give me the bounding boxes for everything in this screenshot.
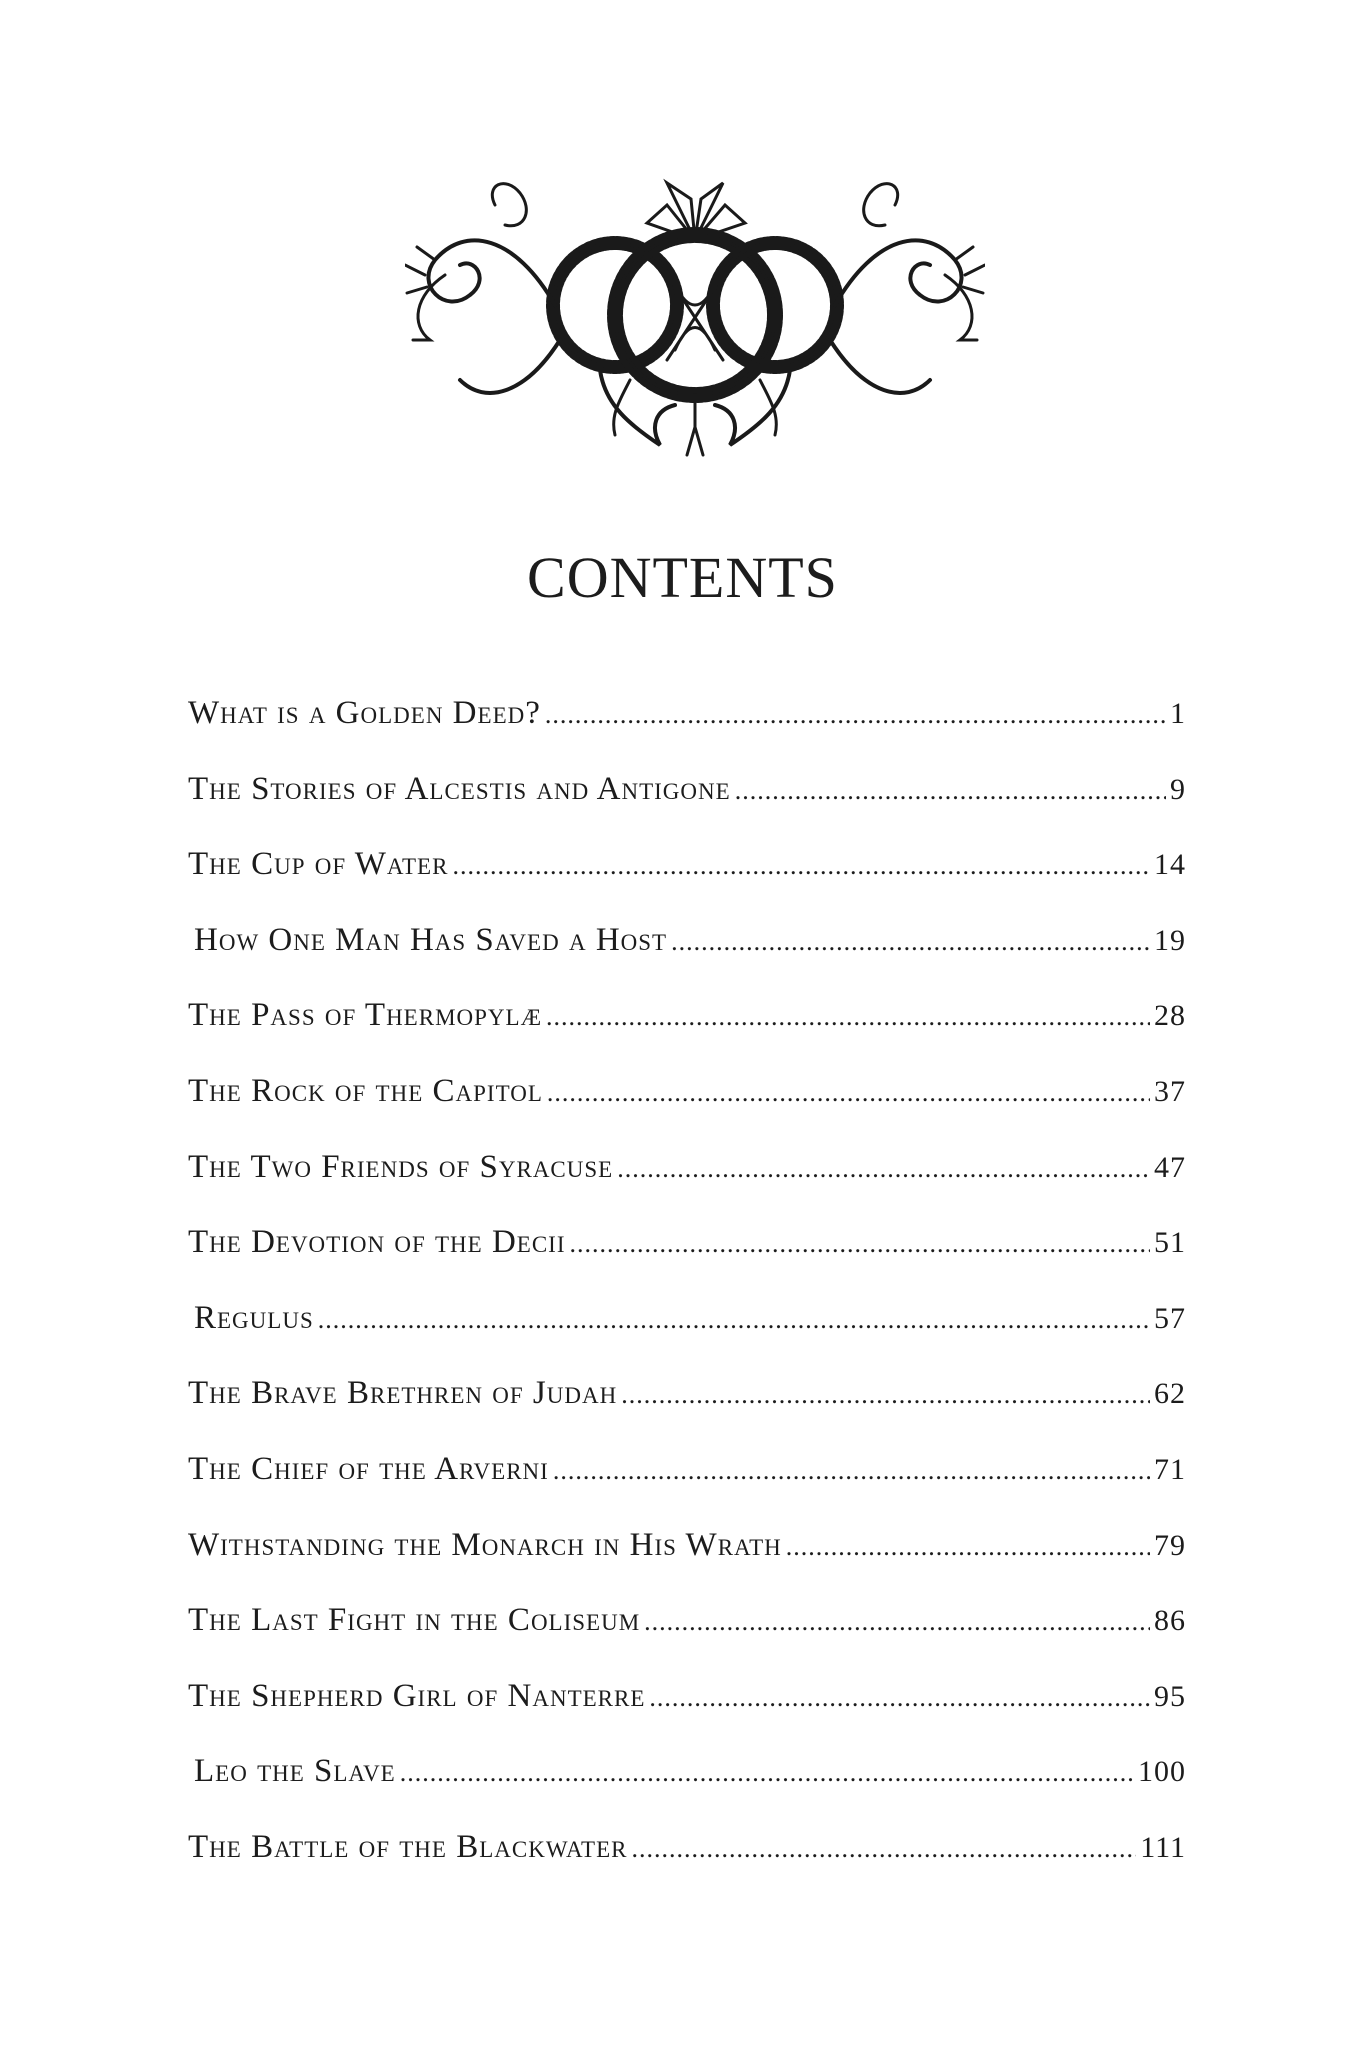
dot-leader: [545, 695, 1166, 732]
toc-page-number: 14: [1154, 848, 1186, 882]
toc-entry[interactable]: [188, 771, 1186, 847]
toc-entry-title: Regulus: [194, 1299, 314, 1336]
toc-page-number: 51: [1154, 1226, 1186, 1260]
toc-entry[interactable]: [188, 1527, 1186, 1603]
toc-entry[interactable]: [188, 1149, 1186, 1225]
toc-entry[interactable]: [188, 1224, 1186, 1300]
toc-entry[interactable]: [188, 1451, 1186, 1527]
toc-entry[interactable]: [188, 997, 1186, 1073]
toc-entry-title: The Battle of the Blackwater: [188, 1828, 628, 1865]
toc-entry[interactable]: [188, 1375, 1186, 1451]
dot-leader: [617, 1149, 1150, 1186]
toc-page-number: 71: [1154, 1452, 1186, 1486]
toc-entry-title: Leo the Slave: [194, 1753, 396, 1790]
table-of-contents: [188, 695, 1186, 1905]
decorative-wreath-ornament-icon: [405, 165, 985, 465]
dot-leader: [735, 771, 1166, 808]
toc-entry-title: The Brave Brethren of Judah: [188, 1375, 618, 1412]
toc-page-number: 47: [1154, 1150, 1186, 1184]
toc-page-number: 86: [1154, 1604, 1186, 1638]
dot-leader: [631, 1829, 1136, 1866]
dot-leader: [786, 1527, 1150, 1564]
dot-leader: [621, 1375, 1150, 1412]
toc-entry-title: The Rock of the Capitol: [188, 1072, 543, 1109]
toc-page-number: 1: [1170, 697, 1186, 730]
toc-entry[interactable]: [188, 1829, 1186, 1905]
dot-leader: [649, 1678, 1150, 1715]
toc-entry-title: What is a Golden Deed?: [188, 695, 541, 731]
toc-page-number: 19: [1154, 923, 1186, 957]
dot-leader: [671, 922, 1150, 959]
toc-page-number: 57: [1154, 1301, 1186, 1335]
toc-page-number: 37: [1154, 1074, 1186, 1108]
toc-page-number: 62: [1154, 1377, 1186, 1411]
toc-entry[interactable]: [188, 695, 1186, 771]
toc-entry[interactable]: [188, 1073, 1186, 1149]
dot-leader: [553, 1451, 1150, 1488]
toc-entry[interactable]: [188, 1678, 1186, 1754]
toc-entry-title: The Devotion of the Decii: [188, 1224, 566, 1261]
dot-leader: [644, 1602, 1150, 1639]
toc-entry-title: How One Man Has Saved a Host: [194, 921, 668, 958]
toc-entry[interactable]: [188, 846, 1186, 922]
toc-page-number: 111: [1140, 1830, 1186, 1864]
toc-entry-title: The Shepherd Girl of Nanterre: [188, 1677, 646, 1714]
toc-page-number: 28: [1154, 999, 1186, 1033]
toc-page-number: 95: [1154, 1679, 1186, 1713]
toc-entry[interactable]: [188, 1602, 1186, 1678]
dot-leader: [400, 1753, 1134, 1790]
toc-entry[interactable]: [188, 1753, 1186, 1829]
toc-entry-title: The Cup of Water: [188, 846, 449, 883]
dot-leader: [570, 1224, 1151, 1261]
toc-page-number: 79: [1154, 1528, 1186, 1562]
toc-page-number: 100: [1138, 1755, 1186, 1789]
toc-entry-title: Withstanding the Monarch in His Wrath: [188, 1526, 782, 1563]
toc-entry-title: The Two Friends of Syracuse: [188, 1148, 614, 1185]
page-title: CONTENTS: [527, 545, 838, 610]
dot-leader: [547, 1073, 1150, 1110]
toc-page-number: 9: [1170, 772, 1186, 806]
toc-entry-title: The Chief of the Arverni: [188, 1450, 549, 1487]
dot-leader: [318, 1300, 1150, 1337]
toc-entry-title: The Stories of Alcestis and Antigone: [188, 770, 731, 807]
toc-entry[interactable]: [188, 1300, 1186, 1376]
dot-leader: [452, 846, 1150, 883]
toc-entry[interactable]: [188, 922, 1186, 998]
toc-entry-title: The Pass of Thermopylæ: [188, 997, 543, 1034]
toc-entry-title: The Last Fight in the Coliseum: [188, 1602, 641, 1639]
dot-leader: [546, 997, 1150, 1034]
